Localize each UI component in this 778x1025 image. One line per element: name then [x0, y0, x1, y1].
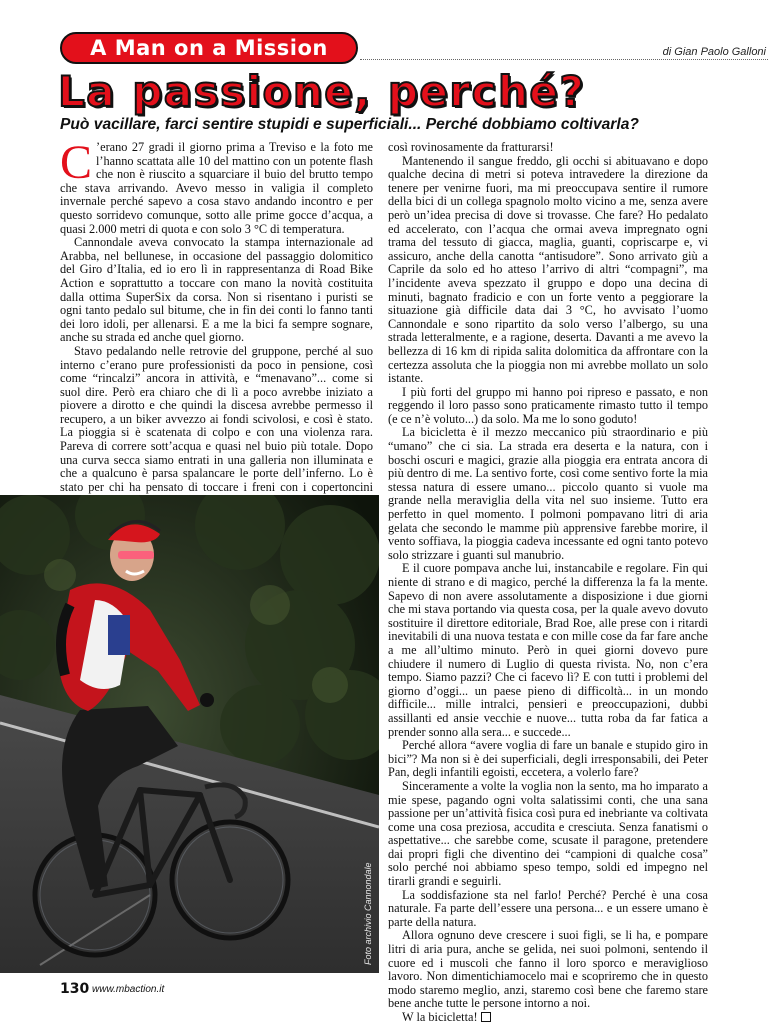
- paragraph: La bicicletta è il mezzo meccanico più straordinario e più “umano” che ci sia. La strada era deserta e la natura, con i boschi oscuri e magici, grazie alla pioggia era entrata ancora di più dentro di me. La sentivo forte, così come sentivo forte la mia stessa natura di essere umano... piccolo quanto si vuole ma grande nella meraviglia della vita nel suo insieme. Tutto era perfetto in quel momento. I polmoni pompavano litri di aria gelata che secondo le mamme più apprensive farebbe morire, il vento soffiava, la pioggia cadeva incessante ed ogni tanto potevo solo strizzare i guanti sul manubrio.: [388, 425, 708, 562]
- page-number: 130: [60, 981, 90, 997]
- paragraph: Stavo pedalando nelle retrovie del gruppone, perché al suo interno c’erano pure professionisti da poco in pensione, così come “rincalzi” ancora in attività, e “menavano”... come si suol dire. Però era chiaro che di lì a poco avrebbe iniziato a piovere a dirotto e che quindi la discesa avrebbe permesso il recupero, a un biker avvezzo ai fondi scivolosi, e così è stato. La pioggia si è scatenata di colpo e con una violenza rara. Pareva di correre sott’acqua e quasi nel buio più totale. Dopo una curva secca siamo entrati in una galleria non illuminata e che a qualcuno è parsa spalancare le porte dell’inferno. Lo è stato per chi ha pensato di toccare i freni con i copertoncini: [60, 343, 373, 494]
- end-of-article-icon: [481, 1012, 491, 1022]
- cyclist-photo: [0, 495, 379, 973]
- paragraph: così rovinosamente da fratturarsi!: [388, 140, 554, 154]
- section-title: A Man on a Mission: [90, 36, 328, 60]
- section-header-bar: [60, 32, 358, 64]
- paragraph: Sinceramente a volte la voglia non la sento, ma ho imparato a mie spese, pagando ogni volta salatissimi conti, che una sana passione per un’attività fisica così pura ed inebriante va coltivata come una cosa preziosa, accudita e cresciuta. Senza fanatismi o aspettative... che sarebbe come, scusate il paragone, pretendere dai propri figli che diventino dei “campioni di qualche cosa” solo perché noi abbiamo speso tempo, soldi ed impegno nel tirarli grandi e seguirli.: [388, 778, 708, 889]
- left-text-column: [60, 136, 373, 508]
- paragraph: C ’erano 27 gradi il giorno prima a Treviso e la foto me l’hanno scattata alle 10 del mattino con un potente flash che non è riuscito a squarciare il buio del brutto tempo che stava arrivando. Avevo messo in valigia il completo invernale perché sapevo a cosa stavo andando incontro e per questo sorridevo comunque, sotto alle prime gocce d’acqua, a quasi 2.000 metri di quota e con solo 3 °C di temperatura.: [60, 136, 373, 236]
- paragraph: E il cuore pompava anche lui, instancabile e regolare. Fin qui niente di strano e di magico, perché la differenza la fa la mente. Sapevo di non avere assolutamente a disposizione i due giorni che mi stava portando via questa cosa, per la quale avevo dovuto sostituire il direttore editoriale, Brad Roe, alle prese con i ritardi inevitabili di una nuova testata e con mille cose da far fare anche a me all’ultimo minuto. Però in quei giorni dovevo pure chiudere il numero di Luglio di questa rivista. No, non c’era tempo. Siamo pazzi? Che ci facevo lì? E con tutti i problemi del giorno d’oggi... un paese pieno di difficoltà... in un mondo difficile... mille intralci, pensieri e preoccupazioni, dubbi assillanti ed ansie vecchie e nuove... tutta roba da far fatica a prender sonno alla sera... e succede...: [388, 561, 708, 739]
- paragraph: Perché allora “avere voglia di fare un banale e stupido giro in bici”? Ma non si è dei superficiali, degli irresponsabili, dei Peter Pan, degli infantili egoisti, eccetera, a volerlo fare?: [388, 738, 708, 780]
- paragraph: I più forti del gruppo mi hanno poi ripreso e passato, e non reggendo il loro passo sono praticamente rimasto tutto il tempo (e ce n’è voluto...) da solo. Ma me lo sono goduto!: [388, 384, 708, 426]
- paragraph: La soddisfazione sta nel farlo! Perché? Perché è una cosa naturale. Fa parte dell’essere una persona... e un essere umano è parte della natura.: [388, 887, 708, 929]
- header-dotted-rule: [360, 59, 768, 60]
- paragraph: Mantenendo il sangue freddo, gli occhi si abituavano e dopo qualche decina di metri si poteva intravedere la direzione da tenere per venirne fuori, ma mi preoccupava sentire il rumore della bici di un collega spagnolo molto vicino a me, senza avere però un’idea precisa di dove si trovasse. Che fare? Ho pedalato ed accelerato, con l’acqua che ormai aveva impregnato ogni trama del tessuto di giacca, maglia, guanti, copriscarpe e, vi assicuro, anche della canotta “antisudore”. Sono arrivato giù a Caprile da solo ed ho atteso l’arrivo di altri “compagni”, ma l’incidente aveva spezzato il gruppo e dopo una decina di minuti, bagnato fradicio e con un forte vento a peggiorare la situazione già difficile data dai 3 °C, ho avvisato l’uomo Cannondale e sono ripartito da solo verso l’albergo, su una strada letteralmente, e a ragione, deserta. Davanti a me avevo la bellezza di 16 km di ripida salita dolomitica da affrontare con la certezza assoluta che la pioggia non mi avrebbe mollato un solo istante.: [388, 153, 708, 386]
- right-text-column: [388, 141, 708, 1025]
- author-byline: di Gian Paolo Galloni: [662, 46, 766, 58]
- paragraph: Allora ognuno deve crescere i suoi figli, se li ha, e pompare litri di aria pura, anche se gelida, nei suoi polmoni, sentendo il cuore ed i muscoli che fanno il loro sporco e meraviglioso lavoro. Non dimentichiamocelo mai e scopriremo che in questo modo staremo meglio, anzi, staremo così bene che faremo stare bene anche tutte le persone intorno a noi.: [388, 928, 708, 1011]
- photo-credit: Foto archivio Cannondale: [363, 862, 373, 965]
- paragraph: Cannondale aveva convocato la stampa internazionale ad Arabba, nel bellunese, in occasione del passaggio dolomitico del Giro d’Italia, ed io ero lì in rappresentanza di Road Bike Action e soprattutto a toccare con mano la novità costituita dalla ottima SuperSix da corsa. Non si risentano i puristi se ogni tanto pedalo sul bitume, che in fin dei conti lo fanno tanti dei loro idoli, per allenarsi. E a me la bici fa sempre sognare, anche su strada ed anche quel giorno.: [60, 235, 373, 345]
- article-title: La passione, perché?: [58, 67, 586, 116]
- paragraph: [388, 1011, 708, 1025]
- drop-cap: C: [60, 136, 93, 189]
- footer-website: www.mbaction.it: [92, 984, 165, 995]
- article-subtitle: Può vacillare, farci sentire stupidi e superficiali... Perché dobbiamo coltivarla?: [60, 116, 639, 133]
- closing-line: W la bicicletta!: [402, 1010, 478, 1024]
